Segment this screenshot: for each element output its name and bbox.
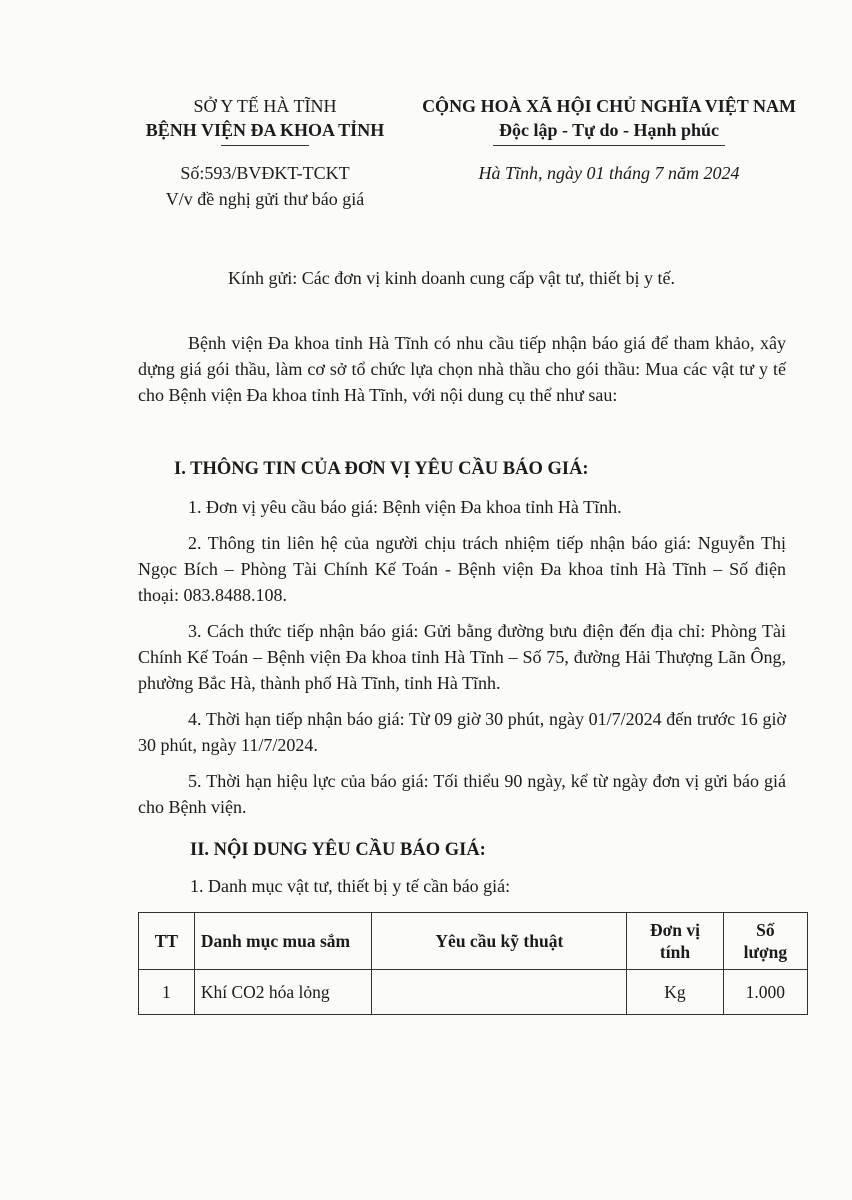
section-1-item-5: 5. Thời hạn hiệu lực của báo giá: Tối thiểu 90 ngày, kể từ ngày đơn vị gửi báo giá cho Bệnh viện. bbox=[138, 771, 786, 817]
header-unit-line1: Đơn vị bbox=[649, 920, 701, 940]
section-1-items bbox=[138, 494, 786, 820]
cell-name: Khí CO2 hóa lỏng bbox=[194, 970, 372, 1015]
header-requirements: Yêu cầu kỹ thuật bbox=[372, 913, 627, 970]
org-parent: SỞ Y TẾ HÀ TĨNH bbox=[193, 96, 337, 116]
items-table bbox=[138, 912, 808, 1015]
intro-section bbox=[138, 330, 786, 408]
org-underline bbox=[221, 145, 309, 146]
document-reference bbox=[120, 160, 410, 212]
national-motto: Độc lập - Tự do - Hạnh phúc bbox=[498, 120, 720, 140]
table-header-row bbox=[139, 913, 808, 970]
intro-paragraph: Bệnh viện Đa khoa tỉnh Hà Tĩnh có nhu cầu tiếp nhận báo giá để tham khảo, xây dựng giá gói thầu, làm cơ sở tổ chức lựa chọn nhà thầu cho gói thầu: Mua các vật tư y tế cho Bệnh viện Đa khoa tỉnh Hà Tĩnh, với nội dung cụ thể như sau: bbox=[138, 333, 786, 405]
table-row bbox=[139, 970, 808, 1015]
header-unit-line2: tính bbox=[659, 942, 691, 962]
header-qty-line2: lượng bbox=[743, 942, 788, 962]
section-1-item-4: 4. Thời hạn tiếp nhận báo giá: Từ 09 giờ 30 phút, ngày 01/7/2024 đến trước 16 giờ 30 phút, ngày 11/7/2024. bbox=[138, 709, 786, 755]
document-subject: V/v đề nghị gửi thư báo giá bbox=[165, 189, 365, 209]
section-1-item-1: 1. Đơn vị yêu cầu báo giá: Bệnh viện Đa khoa tỉnh Hà Tĩnh. bbox=[188, 497, 622, 517]
place-date: Hà Tĩnh, ngày 01 tháng 7 năm 2024 bbox=[478, 163, 740, 183]
header-unit bbox=[627, 913, 723, 970]
header-qty-line1: Số bbox=[756, 920, 775, 940]
section-2-list-intro: 1. Danh mục vật tư, thiết bị y tế cần báo giá: bbox=[190, 876, 511, 896]
section-1-item-3: 3. Cách thức tiếp nhận báo giá: Gửi bằng đường bưu điện đến địa chỉ: Phòng Tài Chính Kế Toán – Bệnh viện Đa khoa tỉnh Hà Tĩnh – Số 75, đường Hải Thượng Lãn Ông, phường Bắc Hà, thành phố Hà Tĩnh, tỉnh Hà Tĩnh. bbox=[138, 621, 786, 693]
cell-requirements bbox=[372, 970, 627, 1015]
national-header bbox=[394, 94, 824, 146]
cell-quantity: 1.000 bbox=[723, 970, 807, 1015]
section-1-title: I. THÔNG TIN CỦA ĐƠN VỊ YÊU CẦU BÁO GIÁ: bbox=[174, 459, 589, 479]
org-name: BỆNH VIỆN ĐA KHOA TỈNH bbox=[145, 120, 385, 140]
salutation: Kính gửi: Các đơn vị kinh doanh cung cấp vật tư, thiết bị y tế. bbox=[228, 268, 675, 288]
cell-tt: 1 bbox=[139, 970, 195, 1015]
document-number: Số:593/BVĐKT-TCKT bbox=[180, 163, 350, 183]
motto-underline bbox=[493, 145, 725, 146]
header-tt: TT bbox=[139, 913, 195, 970]
section-2-title: II. NỘI DUNG YÊU CẦU BÁO GIÁ: bbox=[190, 840, 486, 860]
cell-unit: Kg bbox=[627, 970, 723, 1015]
header-name: Danh mục mua sắm bbox=[194, 913, 372, 970]
header-quantity bbox=[723, 913, 807, 970]
issuing-org bbox=[120, 94, 410, 146]
section-1-item-2: 2. Thông tin liên hệ của người chịu trách nhiệm tiếp nhận báo giá: Nguyễn Thị Ngọc Bích – Phòng Tài Chính Kế Toán - Bệnh viện Đa khoa tỉnh Hà Tĩnh – Số điện thoại: 083.8488.108. bbox=[138, 533, 786, 605]
country-name: CỘNG HOÀ XÃ HỘI CHỦ NGHĨA VIỆT NAM bbox=[422, 96, 796, 116]
